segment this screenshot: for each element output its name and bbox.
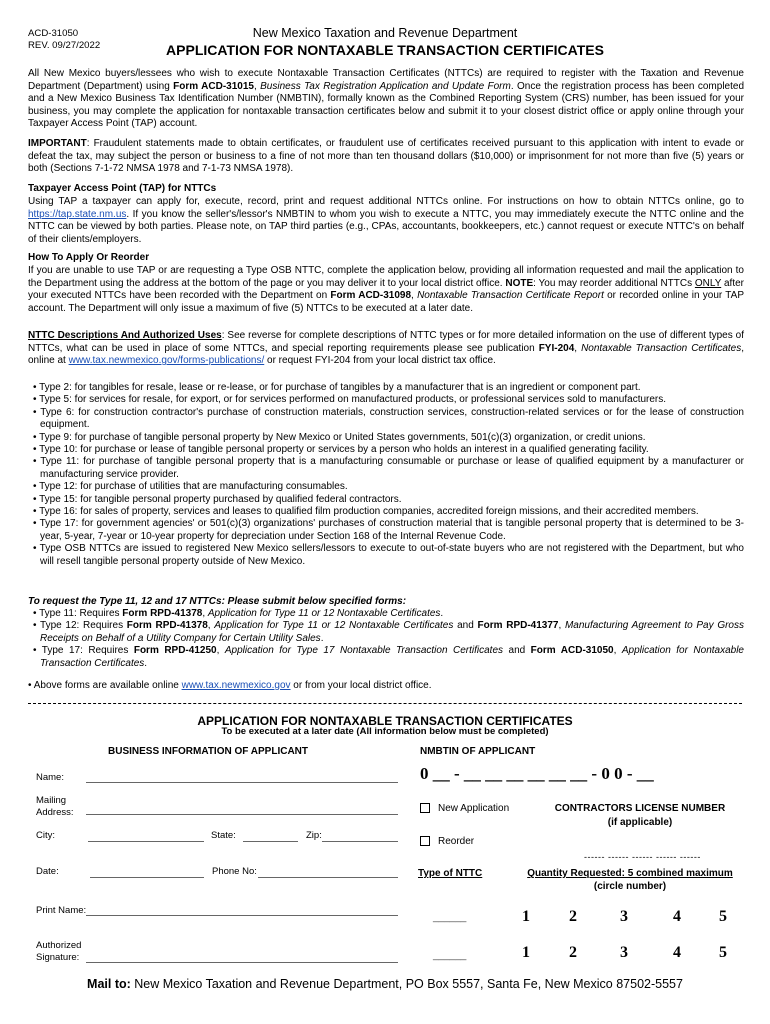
list-item: • Type 5: for services for resale, for export, or for services performed on manufactured products, or professional services sold to manufacturers. [33,394,667,406]
tax-site-link[interactable]: www.tax.newmexico.gov [181,680,291,691]
list-item: • Type OSB NTTCs are issued to registered New Mexico sellers/lessors to execute to out-of-state buyers who are not registered with the Department, but who will resell tangible personal property outside of New Mexico. [33,543,744,567]
quantity-option-1[interactable]: 1 [522,944,530,961]
signature-field[interactable] [86,962,398,963]
quantity-option-5[interactable]: 5 [719,944,727,961]
type-field-2[interactable]: ______ [433,950,467,961]
quantity-heading: Quantity Requested: 5 combined maximum [527,868,733,879]
quantity-option-4[interactable]: 4 [673,908,681,925]
nmbtin-heading: NMBTIN OF APPLICANT [420,746,536,757]
howto-paragraph: If you are unable to use TAP or are requesting a Type OSB NTTC, complete the application below, providing all information requested and mail the application to the Department using the address at the bottom of the page or you may deliver it to your local district office. NOTE: You may reorder additional NTTCs ONLY after your executed NTTCs have been recorded with the Department on Form ACD-31098, Nontaxable Transaction Certificate Report or recorded online in your TAP account. The Department will only issue a maximum of five (5) NTTCs to be executed at a later date. [28,265,745,314]
quantity-sub: (circle number) [593,881,667,892]
list-item: • Type 11: for purchase of tangible personal property that is a manufacturing consumable or purchase or lease of qualified equipment by a manufacturer or manufacturing service provider. [33,456,744,480]
nttc-type-list [28,382,744,568]
reorder-checkbox[interactable] [420,836,430,846]
type-field-1[interactable]: ______ [433,912,467,923]
list-item: • Type 12: Requires Form RPD-41378, Application for Type 11 or 12 Nontaxable Certificates and Form RPD-41377, Manufacturing Agreement to Pay Gross Receipts on Behalf of a Utility Company for Certain Utility Sales. [33,620,744,644]
mailing-address-field[interactable] [86,814,398,815]
department-name: New Mexico Taxation and Revenue Department [252,26,518,40]
print-name-label: Print Name: [36,905,87,916]
list-item: • Type 6: for construction contractor's purchase of construction materials, construction services, construction-related services or for the lease of construction equipment. [33,406,744,431]
zip-label: Zip: [306,830,322,841]
tap-heading: Taxpayer Access Point (TAP) for NTTCs [28,183,217,194]
license-number-field[interactable]: ------ ------ ------ ------ ------ [584,852,701,862]
type-of-nttc-heading: Type of NTTC [418,868,483,879]
list-item: • Type 9: for purchase of tangible personal property by New Mexico or United States governments, 501(c)(3) organization, or credit unions. [33,431,646,443]
list-item: • Type 2: for tangibles for resale, lease or re-lease, or for purchase of tangibles by a manufacturer that is an ingredient or component part. [33,382,641,393]
list-item: • Type 17: for government agencies' or 501(c)(3) organizations' purchases of construction material that is tangible personal property that is determined to be 3-year, 5-year, 7-year or 10-year property for depreciation under Section 168 of the Internal Revenue Code. [33,518,744,542]
city-field[interactable] [88,841,204,842]
important-paragraph: IMPORTANT: Fraudulent statements made to obtain certificates, or fraudulent use of certificates received pursuant to this application with intent to evade or defeat the tax, may subject the person or business to a fine of not more than ten thousand dollars ($10,000) or imprisonment for not more than five (5) years or both (Sections 7-1-72 NMSA 1978 and 7-1-73 NMSA 1978). [28,138,744,175]
reorder-option[interactable] [420,836,474,847]
howto-heading: How To Apply Or Reorder [28,252,150,263]
nmbtin-field[interactable]: 0 __ - __ __ __ __ __ __ - 0 0 - __ [420,764,654,783]
contractors-license-sub: (if applicable) [607,817,673,828]
state-label: State: [211,830,236,841]
quantity-option-1[interactable]: 1 [522,908,530,925]
business-info-heading: BUSINESS INFORMATION OF APPLICANT [108,746,308,757]
mailing-address-label: Mailing Address: [36,795,74,818]
page-title: APPLICATION FOR NONTAXABLE TRANSACTION CERTIFICATES [166,42,604,58]
list-item: • Type 11: Requires Form RPD-41378, Application for Type 11 or 12 Nontaxable Certificates. [33,608,444,619]
date-label: Date: [36,866,59,877]
descriptions-paragraph: NTTC Descriptions And Authorized Uses: See reverse for complete descriptions of NTTC types or for more detailed information on the use of different types of NTTCs, what can be used in place of some NTTCs, and special reporting requirements please see publication FYI-204, Nontaxable Transaction Certificates, online at www.tax.newmexico.gov/forms-publications/ or request FYI-204 from your local district tax office. [28,330,744,367]
publications-link[interactable]: www.tax.newmexico.gov/forms-publications/ [68,355,265,367]
form-title: APPLICATION FOR NONTAXABLE TRANSACTION CERTIFICATES [197,714,573,728]
new-application-label: New Application [438,803,510,814]
quantity-option-5[interactable]: 5 [719,908,727,925]
city-label: City: [36,830,55,841]
form-number: ACD-31050 [28,28,79,39]
quantity-option-3[interactable]: 3 [620,908,628,925]
phone-label: Phone No: [212,866,257,877]
list-item: • Type 12: for purchase of utilities that are manufacturing consumables. [33,481,348,493]
list-item: • Type 15: for tangible personal property purchased by qualified federal contractors. [33,493,402,505]
list-item: • Type 17: Requires Form RPD-41250, Application for Type 17 Nontaxable Transaction Certificates and Form ACD-31050, Application for Nontaxable Transaction Certificates. [33,645,744,669]
list-item: • Type 10: for purchase or lease of tangible personal property or services by a person who holds an interest in a qualified generating facility. [33,444,649,456]
phone-field[interactable] [258,877,398,878]
date-field[interactable] [90,877,204,878]
quantity-option-2[interactable]: 2 [569,908,577,925]
special-forms-list [28,608,744,670]
signature-label: Authorized Signature: [36,940,82,963]
forms-availability: • Above forms are available online www.tax.newmexico.gov or from your local district office. [28,680,432,691]
contractors-license-heading: CONTRACTORS LICENSE NUMBER [554,803,726,814]
tap-paragraph: Using TAP a taxpayer can apply for, execute, record, print and request additional NTTCs online. For instructions on how to obtain NTTCs online, go to https://tap.state.nm.us. If you know the seller's/lessor's NMBTIN to whom you wish to execute a NTTC, you may immediately execute the NTTC online and the NTTC can be viewed by both parties. Please note, on TAP third parties (e.g., CPAs, accountants, bookkeepers, etc.) cannot request or execute NTTC's on behalf of their clients/employers. [28,196,744,245]
list-item: • Type 16: for sales of property, services and leases to qualified film production companies, accredited foreign missions, and their accredited members. [33,506,699,518]
state-field[interactable] [243,841,298,842]
quantity-option-2[interactable]: 2 [569,944,577,961]
new-application-option[interactable] [420,803,509,814]
quantity-option-4[interactable]: 4 [673,944,681,961]
tap-link[interactable]: https://tap.state.nm.us [28,208,127,220]
mailing-instructions: Mail to: New Mexico Taxation and Revenue Department, PO Box 5557, Santa Fe, New Mexico 87502-5557 [87,977,683,991]
cut-line [28,703,742,704]
quantity-option-3[interactable]: 3 [620,944,628,961]
zip-field[interactable] [322,841,398,842]
form-subtitle: To be executed at a later date (All information below must be completed) [221,726,549,737]
revision-date: REV. 09/27/2022 [28,40,101,51]
print-name-field[interactable] [86,915,398,916]
new-application-checkbox[interactable] [420,803,430,813]
reorder-label: Reorder [438,836,475,847]
special-heading: To request the Type 11, 12 and 17 NTTCs: Please submit below specified forms: [28,596,407,607]
name-field[interactable] [86,782,398,783]
name-label: Name: [36,772,64,783]
intro-paragraph: All New Mexico buyers/lessees who wish to execute Nontaxable Transaction Certificates (NTTCs) are required to register with the Taxation and Revenue Department (Department) using Form ACD-31015, Business Tax Registration Application and Update Form. Once the registration process has been completed and a New Mexico Business Tax Identification Number (NMBTIN), formally known as the Combined Reporting System (CRS) number, has been issued for your business, you may complete the application for nontaxable transaction certificates below and submit it to your closest district office or apply online through your Taxpayer Access Point (TAP) account. [28,68,745,130]
